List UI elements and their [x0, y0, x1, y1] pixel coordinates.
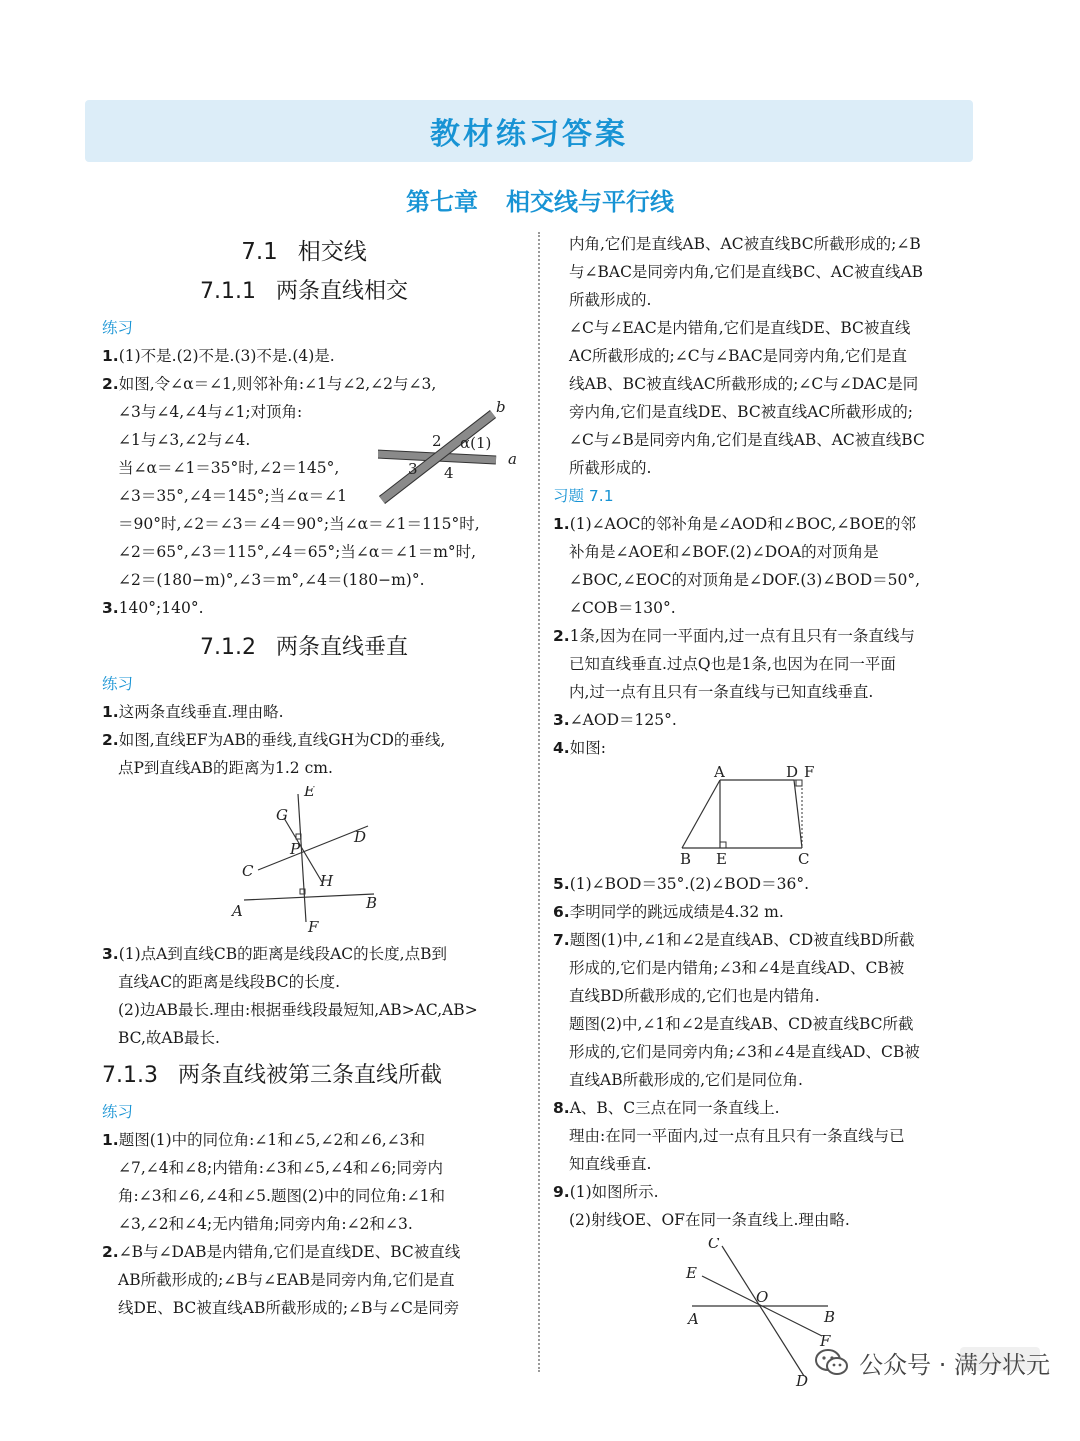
item-number: 7. — [553, 931, 570, 949]
answer-line-text: 直线AC的距离是线段BC的长度. — [118, 973, 341, 991]
item-number: 2. — [102, 375, 119, 393]
label-p: P — [290, 840, 301, 858]
answer-line-text: ∠3,∠2和∠4;无内错角;同旁内角:∠2和∠3. — [118, 1215, 413, 1233]
label-a: A — [714, 766, 725, 781]
label-a: a — [508, 450, 517, 468]
item-number: 4. — [553, 739, 570, 757]
answer-item — [102, 370, 526, 398]
answer-line-text: ∠2＝(180−m)°,∠3＝m°,∠4＝(180−m)°. — [118, 571, 425, 589]
item-text: (1)∠BOD＝35°.(2)∠BOD＝36°. — [569, 875, 809, 893]
label-o: O — [756, 1288, 769, 1306]
item-text: ∠B与∠DAB是内错角,它们是直线DE、BC被直线 — [118, 1243, 461, 1261]
label-3: 3 — [408, 460, 418, 478]
answer-line-text: 直线BD所截形成的,它们也是内错角. — [569, 987, 820, 1005]
answer-line-text: (2)边AB最长.理由:根据垂线段最短知,AB>AC,AB> — [118, 1001, 478, 1019]
line-ef — [298, 794, 306, 922]
answer-line-text: ∠C与∠B是同旁内角,它们是直线AB、AC被直线BC — [569, 431, 925, 449]
item-text: A、B、C三点在同一条直线上. — [569, 1099, 780, 1117]
answer-line-text: 旁内角,它们是直线DE、BC被直线AC所截形成的; — [569, 403, 913, 421]
answer-item — [553, 706, 973, 734]
label-e: E — [686, 1264, 697, 1282]
answer-item — [553, 870, 973, 898]
section-heading-7-1 — [102, 236, 526, 268]
label-d: D — [786, 766, 799, 781]
right-angle-mark — [720, 842, 726, 848]
subsection-heading-7-1-1 — [102, 276, 526, 308]
answer-line-text: ∠COB＝130°. — [569, 599, 676, 617]
answer-item — [553, 1094, 973, 1122]
label-h: H — [320, 872, 334, 890]
item-text: 如图: — [569, 739, 606, 757]
subsection-number: 7.1.3 — [102, 1063, 158, 1088]
item-text: 题图(1)中的同位角:∠1和∠5,∠2和∠6,∠3和 — [118, 1131, 425, 1149]
answer-line-text: 补角是∠AOE和∠BOF.(2)∠DOA的对顶角是 — [569, 543, 879, 561]
answer-line-text: ∠3与∠4,∠4与∠1;对顶角: — [118, 403, 303, 421]
answer-item — [102, 726, 526, 754]
segment-ab — [682, 780, 720, 848]
item-number: 9. — [553, 1183, 570, 1201]
answer-line-text: 当∠α＝∠1＝35°时,∠2＝145°, — [118, 459, 340, 477]
item-number: 5. — [553, 875, 570, 893]
line-cd — [258, 826, 368, 870]
answer-banner — [85, 100, 973, 162]
answer-line-text: 角:∠3和∠6,∠4和∠5.题图(2)中的同位角:∠1和 — [118, 1187, 445, 1205]
answer-line-text: AC所截形成的;∠C与∠BAC是同旁内角,它们是直 — [569, 347, 907, 365]
label-a: A — [688, 1310, 699, 1328]
item-number: 1. — [102, 703, 119, 721]
answer-line-text: 与∠BAC是同旁内角,它们是直线BC、AC被直线AB — [569, 263, 924, 281]
answer-item — [553, 1178, 973, 1206]
item-text: (1)∠AOC的邻补角是∠AOD和∠BOC,∠BOE的邻 — [569, 515, 917, 533]
label-b: B — [824, 1308, 836, 1326]
answer-line-text: 知直线垂直. — [569, 1155, 652, 1173]
label-d: D — [796, 1372, 809, 1388]
answer-line-text: 线AB、BC被直线AC所截形成的;∠C与∠DAC是同 — [569, 375, 919, 393]
exercise-label: 练习 — [102, 319, 134, 337]
label-2: 2 — [432, 432, 442, 450]
wechat-icon — [815, 1348, 849, 1378]
item-number: 3. — [553, 711, 570, 729]
exercise-label: 练习 — [102, 1103, 134, 1121]
item-number: 3. — [102, 599, 119, 617]
answer-item — [553, 622, 973, 650]
chapter-number: 第七章 — [406, 188, 478, 216]
footer-text: 公众号 · 满分状元 — [859, 1351, 1050, 1379]
answer-line-text: 所截形成的. — [569, 459, 652, 477]
section-title: 相交线 — [297, 239, 367, 265]
answer-line-text: 线DE、BC被直线AB所截形成的;∠B与∠C是同旁 — [118, 1299, 460, 1317]
banner-title: 教材练习答案 — [430, 117, 628, 152]
label-f: F — [820, 1332, 831, 1350]
figure-container — [553, 766, 973, 866]
label-c: C — [708, 1238, 720, 1252]
answer-line — [102, 398, 526, 594]
answer-line-text: 题图(2)中,∠1和∠2是直线AB、CD被直线BC所截 — [569, 1015, 914, 1033]
answer-line-text: 理由:在同一平面内,过一点有且只有一条直线与已 — [569, 1127, 905, 1145]
chapter-heading — [0, 182, 1080, 217]
label-4: 4 — [444, 464, 454, 482]
answer-line-text: 已知直线垂直.过点Q也是1条,也因为在同一平面 — [569, 655, 896, 673]
intersecting-lines-figure — [378, 398, 526, 510]
segment-dc — [794, 780, 802, 848]
item-text: 题图(1)中,∠1和∠2是直线AB、CD被直线BD所截 — [569, 931, 915, 949]
answer-item — [102, 698, 526, 726]
exercise-label: 习题 7.1 — [553, 487, 614, 505]
answer-item — [102, 1238, 526, 1266]
subsection-heading-7-1-3 — [102, 1060, 526, 1092]
label-c: C — [798, 850, 810, 866]
left-column — [102, 230, 526, 1322]
item-text: 1条,因为在同一平面内,过一点有且只有一条直线与 — [569, 627, 915, 645]
answer-item — [102, 342, 526, 370]
item-text: 如图,令∠α＝∠1,则邻补角:∠1与∠2,∠2与∠3, — [118, 375, 437, 393]
item-number: 8. — [553, 1099, 570, 1117]
answer-line-text: 形成的,它们是内错角;∠3和∠4是直线AD、CB被 — [569, 959, 905, 977]
section-number: 7.1 — [241, 239, 278, 265]
label-alpha-1: α(1) — [460, 434, 492, 452]
answer-item — [102, 940, 526, 968]
answer-line-text: ＝90°时,∠2＝∠3＝∠4＝90°;当∠α＝∠1＝115°时, — [118, 515, 480, 533]
answer-item — [553, 734, 973, 762]
answer-item — [553, 510, 973, 538]
label-b: B — [366, 894, 378, 912]
label-a: A — [232, 902, 243, 920]
answer-item — [553, 926, 973, 954]
perpendicular-lines-figure — [224, 786, 404, 936]
figure-container — [102, 786, 526, 936]
subsection-number: 7.1.1 — [200, 279, 256, 304]
answer-line-text: 点P到直线AB的距离为1.2 cm. — [118, 759, 333, 777]
subsection-heading-7-1-2 — [102, 632, 526, 664]
label-b: b — [496, 398, 506, 416]
answer-line-text: (2)射线OE、OF在同一条直线上.理由略. — [569, 1211, 850, 1229]
label-b: B — [680, 850, 692, 866]
item-text: (1)点A到直线CB的距离是线段AC的长度,点B到 — [118, 945, 447, 963]
answer-line-text: 所截形成的. — [569, 291, 652, 309]
exercise-label: 练习 — [102, 675, 134, 693]
label-e: E — [716, 850, 727, 866]
item-text: (1)不是.(2)不是.(3)不是.(4)是. — [118, 347, 335, 365]
label-d: D — [354, 828, 367, 846]
answer-item — [102, 594, 526, 622]
item-text: ∠AOD＝125°. — [569, 711, 677, 729]
column-divider — [538, 232, 540, 1372]
answer-line-text: 内角,它们是直线AB、AC被直线BC所截形成的;∠B — [569, 235, 921, 253]
item-number: 1. — [553, 515, 570, 533]
subsection-number: 7.1.2 — [200, 635, 256, 660]
item-number: 2. — [553, 627, 570, 645]
item-text: (1)如图所示. — [569, 1183, 659, 1201]
answer-line-text: ∠BOC,∠EOC的对顶角是∠DOF.(3)∠BOD＝50°, — [569, 571, 921, 589]
answer-line-text: AB所截形成的;∠B与∠EAB是同旁内角,它们是直 — [118, 1271, 455, 1289]
item-text: 这两条直线垂直.理由略. — [118, 703, 284, 721]
answer-line-text: ∠2＝65°,∠3＝115°,∠4＝65°;当∠α＝∠1＝m°时, — [118, 543, 477, 561]
label-e: E — [304, 786, 315, 800]
line-cd — [722, 1246, 804, 1376]
item-number: 1. — [102, 1131, 119, 1149]
item-number: 2. — [102, 731, 119, 749]
item-number: 2. — [102, 1243, 119, 1261]
answer-line-text: ∠C与∠EAC是内错角,它们是直线DE、BC被直线 — [569, 319, 911, 337]
answer-line-text: 内,过一点有且只有一条直线与已知直线垂直. — [569, 683, 874, 701]
right-column — [553, 230, 973, 1392]
footer-brand — [815, 1345, 1050, 1380]
item-text: 如图,直线EF为AB的垂线,直线GH为CD的垂线, — [118, 731, 446, 749]
chapter-title: 相交线与平行线 — [506, 188, 674, 216]
answer-line-text: ∠7,∠4和∠8;内错角:∠3和∠5,∠4和∠6;同旁内 — [118, 1159, 443, 1177]
subsection-title: 两条直线相交 — [275, 279, 408, 304]
item-number: 3. — [102, 945, 119, 963]
answer-line-text: ∠3＝35°,∠4＝145°;当∠α＝∠1 — [118, 487, 347, 505]
label-f: F — [308, 918, 319, 936]
label-f: F — [804, 766, 815, 781]
label-c: C — [242, 862, 254, 880]
subsection-title: 两条直线垂直 — [275, 635, 408, 660]
answer-line-text: 直线AB所截形成的,它们是同位角. — [569, 1071, 803, 1089]
item-number: 1. — [102, 347, 119, 365]
item-text: 李明同学的跳远成绩是4.32 m. — [569, 903, 784, 921]
line-ab — [244, 894, 374, 900]
item-number: 6. — [553, 903, 570, 921]
trapezoid-figure — [678, 766, 848, 866]
answer-item — [102, 1126, 526, 1154]
answer-item — [553, 898, 973, 926]
item-text: 140°;140°. — [118, 599, 204, 617]
subsection-title: 两条直线被第三条直线所截 — [177, 1063, 442, 1088]
label-g: G — [276, 806, 288, 824]
answer-line-text: BC,故AB最长. — [118, 1029, 220, 1047]
answer-line-text: ∠1与∠3,∠2与∠4. — [118, 431, 251, 449]
answer-line-text: 形成的,它们是同旁内角;∠3和∠4是直线AD、CB被 — [569, 1043, 920, 1061]
